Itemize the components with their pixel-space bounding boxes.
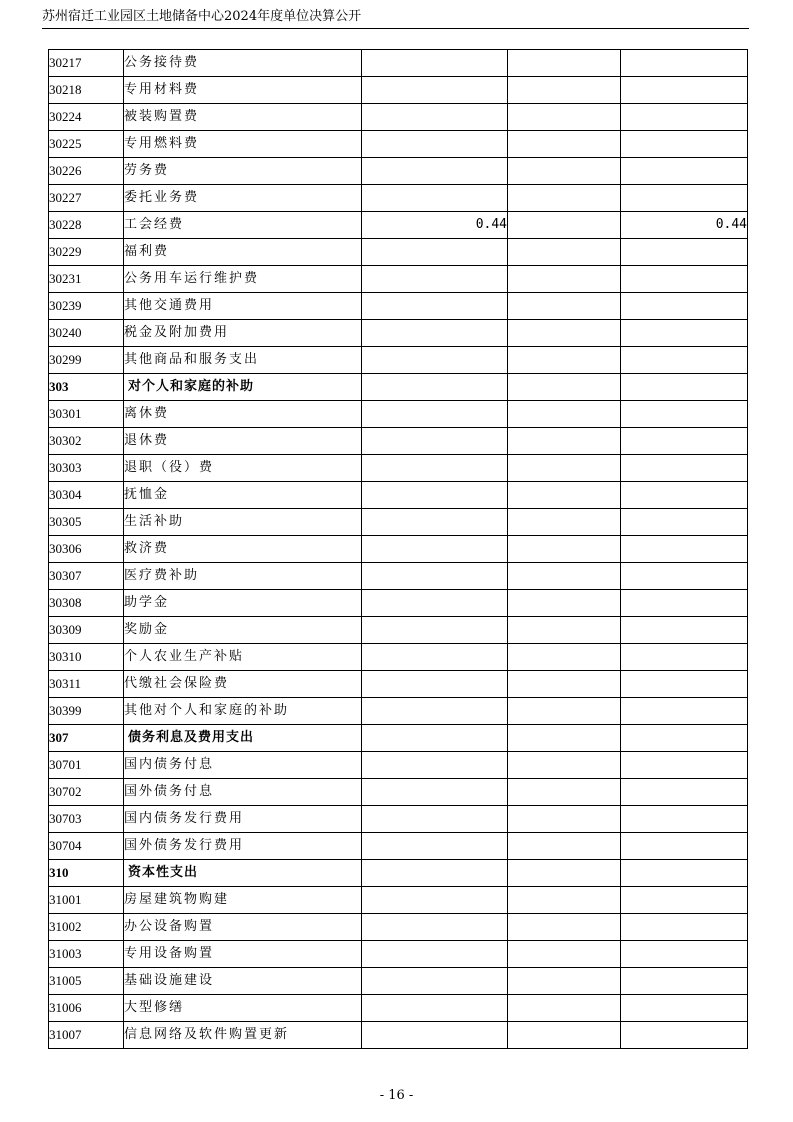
row-value-3: [621, 590, 748, 617]
row-code: 30231: [49, 266, 124, 293]
table-row: [49, 779, 748, 806]
row-code: 31001: [49, 887, 124, 914]
row-value-3: [621, 968, 748, 995]
row-value-2: [508, 941, 621, 968]
row-value-1: [362, 995, 508, 1022]
row-value-2: [508, 239, 621, 266]
table-row: [49, 212, 748, 239]
table-row: [49, 347, 748, 374]
row-value-3: [621, 77, 748, 104]
row-code: 30224: [49, 104, 124, 131]
row-name: 专用设备购置: [124, 941, 362, 968]
row-value-1: [362, 590, 508, 617]
row-code: 30304: [49, 482, 124, 509]
row-value-1: [362, 725, 508, 752]
row-value-3: [621, 131, 748, 158]
row-name: 税金及附加费用: [124, 320, 362, 347]
row-value-2: [508, 104, 621, 131]
row-value-3: [621, 239, 748, 266]
row-name: 奖励金: [124, 617, 362, 644]
table-row: [49, 671, 748, 698]
row-value-1: [362, 833, 508, 860]
row-value-3: [621, 455, 748, 482]
row-code: 31007: [49, 1022, 124, 1049]
budget-table: [48, 49, 748, 1049]
row-code: 30217: [49, 50, 124, 77]
row-value-1: [362, 671, 508, 698]
row-value-2: [508, 185, 621, 212]
row-value-1: [362, 374, 508, 401]
row-value-2: [508, 860, 621, 887]
table-row: [49, 590, 748, 617]
table-row: [49, 644, 748, 671]
row-code: 307: [49, 725, 124, 752]
table-row: [49, 941, 748, 968]
table-row: [49, 185, 748, 212]
row-value-2: [508, 671, 621, 698]
table-row: [49, 617, 748, 644]
row-value-3: [621, 104, 748, 131]
row-name: 其他交通费用: [124, 293, 362, 320]
row-value-2: [508, 131, 621, 158]
row-value-3: [621, 644, 748, 671]
row-name: 抚恤金: [124, 482, 362, 509]
row-value-2: [508, 320, 621, 347]
row-code: 30310: [49, 644, 124, 671]
row-value-1: [362, 779, 508, 806]
row-value-3: [621, 779, 748, 806]
row-value-1: [362, 77, 508, 104]
row-code: 31005: [49, 968, 124, 995]
row-name: 其他商品和服务支出: [124, 347, 362, 374]
table-row: [49, 509, 748, 536]
row-name: 国外债务发行费用: [124, 833, 362, 860]
row-name: 公务接待费: [124, 50, 362, 77]
row-value-2: [508, 590, 621, 617]
row-name: 代缴社会保险费: [124, 671, 362, 698]
row-code: 310: [49, 860, 124, 887]
row-value-2: [508, 725, 621, 752]
row-code: 30306: [49, 536, 124, 563]
category-row: [49, 725, 748, 752]
row-value-1: [362, 401, 508, 428]
row-value-1: [362, 320, 508, 347]
table-row: [49, 239, 748, 266]
row-name: 基础设施建设: [124, 968, 362, 995]
table-row: [49, 887, 748, 914]
row-value-2: [508, 806, 621, 833]
row-value-2: [508, 887, 621, 914]
row-code: 30702: [49, 779, 124, 806]
row-value-1: [362, 860, 508, 887]
row-value-2: [508, 968, 621, 995]
row-value-3: [621, 158, 748, 185]
document-header: 苏州宿迁工业园区土地储备中心2024年度单位决算公开: [42, 9, 362, 24]
row-value-3: [621, 428, 748, 455]
row-name: 对个人和家庭的补助: [124, 374, 362, 401]
row-code: 30308: [49, 590, 124, 617]
row-value-1: [362, 455, 508, 482]
row-name: 国内债务发行费用: [124, 806, 362, 833]
table-row: [49, 995, 748, 1022]
page-number: - 16 -: [379, 1088, 414, 1103]
table-row: [49, 833, 748, 860]
row-value-1: [362, 941, 508, 968]
row-value-2: [508, 374, 621, 401]
row-name: 助学金: [124, 590, 362, 617]
row-value-2: [508, 77, 621, 104]
row-value-3: [621, 347, 748, 374]
row-name: 离休费: [124, 401, 362, 428]
row-name: 专用材料费: [124, 77, 362, 104]
row-value-2: [508, 563, 621, 590]
row-value-1: 0.44: [362, 212, 508, 239]
table-row: [49, 536, 748, 563]
row-code: 30240: [49, 320, 124, 347]
row-value-3: [621, 536, 748, 563]
row-value-1: [362, 644, 508, 671]
row-name: 房屋建筑物购建: [124, 887, 362, 914]
row-value-3: [621, 293, 748, 320]
row-value-1: [362, 347, 508, 374]
row-value-1: [362, 536, 508, 563]
row-name: 个人农业生产补贴: [124, 644, 362, 671]
row-name: 福利费: [124, 239, 362, 266]
row-value-3: [621, 725, 748, 752]
row-value-2: [508, 1022, 621, 1049]
row-code: 30229: [49, 239, 124, 266]
row-value-3: [621, 185, 748, 212]
row-code: 30307: [49, 563, 124, 590]
row-name: 其他对个人和家庭的补助: [124, 698, 362, 725]
row-name: 退职（役）费: [124, 455, 362, 482]
row-name: 资本性支出: [124, 860, 362, 887]
category-row: [49, 374, 748, 401]
row-value-1: [362, 293, 508, 320]
row-value-2: [508, 698, 621, 725]
row-value-2: [508, 644, 621, 671]
row-value-2: [508, 50, 621, 77]
table-row: [49, 563, 748, 590]
row-code: 30228: [49, 212, 124, 239]
row-value-2: [508, 293, 621, 320]
row-code: 30226: [49, 158, 124, 185]
row-value-2: [508, 779, 621, 806]
row-value-1: [362, 968, 508, 995]
row-code: 30704: [49, 833, 124, 860]
row-name: 委托业务费: [124, 185, 362, 212]
row-value-1: [362, 185, 508, 212]
row-value-3: 0.44: [621, 212, 748, 239]
row-value-2: [508, 509, 621, 536]
row-value-3: [621, 320, 748, 347]
row-value-2: [508, 536, 621, 563]
row-value-2: [508, 995, 621, 1022]
row-value-1: [362, 239, 508, 266]
row-name: 劳务费: [124, 158, 362, 185]
row-value-3: [621, 509, 748, 536]
row-value-1: [362, 617, 508, 644]
row-value-3: [621, 671, 748, 698]
row-code: 30305: [49, 509, 124, 536]
row-name: 办公设备购置: [124, 914, 362, 941]
row-value-3: [621, 941, 748, 968]
row-code: 30302: [49, 428, 124, 455]
row-code: 30227: [49, 185, 124, 212]
row-code: 30701: [49, 752, 124, 779]
row-value-3: [621, 482, 748, 509]
table-row: [49, 968, 748, 995]
table-row: [49, 401, 748, 428]
row-value-3: [621, 617, 748, 644]
row-value-3: [621, 698, 748, 725]
row-code: 30399: [49, 698, 124, 725]
row-name: 国外债务付息: [124, 779, 362, 806]
row-code: 30218: [49, 77, 124, 104]
table-row: [49, 104, 748, 131]
row-name: 工会经费: [124, 212, 362, 239]
row-value-2: [508, 914, 621, 941]
table-row: [49, 77, 748, 104]
row-value-1: [362, 482, 508, 509]
row-value-1: [362, 131, 508, 158]
row-code: 30309: [49, 617, 124, 644]
row-value-3: [621, 563, 748, 590]
row-value-2: [508, 266, 621, 293]
row-name: 国内债务付息: [124, 752, 362, 779]
row-value-1: [362, 428, 508, 455]
row-code: 31002: [49, 914, 124, 941]
row-value-3: [621, 374, 748, 401]
row-value-2: [508, 455, 621, 482]
row-value-2: [508, 212, 621, 239]
row-code: 303: [49, 374, 124, 401]
budget-table-body: [49, 50, 748, 1049]
row-value-1: [362, 806, 508, 833]
header-rule: [42, 28, 749, 29]
row-value-2: [508, 482, 621, 509]
row-value-1: [362, 887, 508, 914]
row-value-1: [362, 104, 508, 131]
row-value-3: [621, 50, 748, 77]
row-name: 被装购置费: [124, 104, 362, 131]
table-row: [49, 50, 748, 77]
row-value-3: [621, 266, 748, 293]
row-code: 30225: [49, 131, 124, 158]
row-value-2: [508, 428, 621, 455]
row-value-3: [621, 860, 748, 887]
table-row: [49, 158, 748, 185]
table-row: [49, 806, 748, 833]
row-code: 30239: [49, 293, 124, 320]
row-name: 债务利息及费用支出: [124, 725, 362, 752]
row-value-1: [362, 914, 508, 941]
row-value-3: [621, 833, 748, 860]
table-row: [49, 482, 748, 509]
row-value-2: [508, 833, 621, 860]
row-value-1: [362, 509, 508, 536]
row-value-1: [362, 1022, 508, 1049]
row-code: 30703: [49, 806, 124, 833]
row-code: 30299: [49, 347, 124, 374]
row-value-3: [621, 752, 748, 779]
table-row: [49, 266, 748, 293]
row-name: 医疗费补助: [124, 563, 362, 590]
row-name: 信息网络及软件购置更新: [124, 1022, 362, 1049]
row-value-2: [508, 401, 621, 428]
row-value-1: [362, 563, 508, 590]
table-row: [49, 320, 748, 347]
table-row: [49, 698, 748, 725]
row-name: 公务用车运行维护费: [124, 266, 362, 293]
row-value-3: [621, 1022, 748, 1049]
row-code: 31006: [49, 995, 124, 1022]
row-name: 救济费: [124, 536, 362, 563]
table-row: [49, 293, 748, 320]
row-value-3: [621, 887, 748, 914]
table-row: [49, 1022, 748, 1049]
row-value-2: [508, 158, 621, 185]
row-value-1: [362, 158, 508, 185]
table-row: [49, 428, 748, 455]
row-code: 31003: [49, 941, 124, 968]
row-name: 生活补助: [124, 509, 362, 536]
category-row: [49, 860, 748, 887]
row-value-3: [621, 995, 748, 1022]
row-value-1: [362, 752, 508, 779]
row-name: 专用燃料费: [124, 131, 362, 158]
table-row: [49, 455, 748, 482]
row-value-3: [621, 401, 748, 428]
row-value-3: [621, 806, 748, 833]
row-name: 大型修缮: [124, 995, 362, 1022]
row-value-1: [362, 50, 508, 77]
row-value-2: [508, 752, 621, 779]
table-row: [49, 914, 748, 941]
table-row: [49, 131, 748, 158]
table-row: [49, 752, 748, 779]
row-code: 30303: [49, 455, 124, 482]
row-value-2: [508, 347, 621, 374]
row-code: 30311: [49, 671, 124, 698]
row-value-1: [362, 266, 508, 293]
row-value-1: [362, 698, 508, 725]
row-name: 退休费: [124, 428, 362, 455]
row-code: 30301: [49, 401, 124, 428]
row-value-2: [508, 617, 621, 644]
row-value-3: [621, 914, 748, 941]
